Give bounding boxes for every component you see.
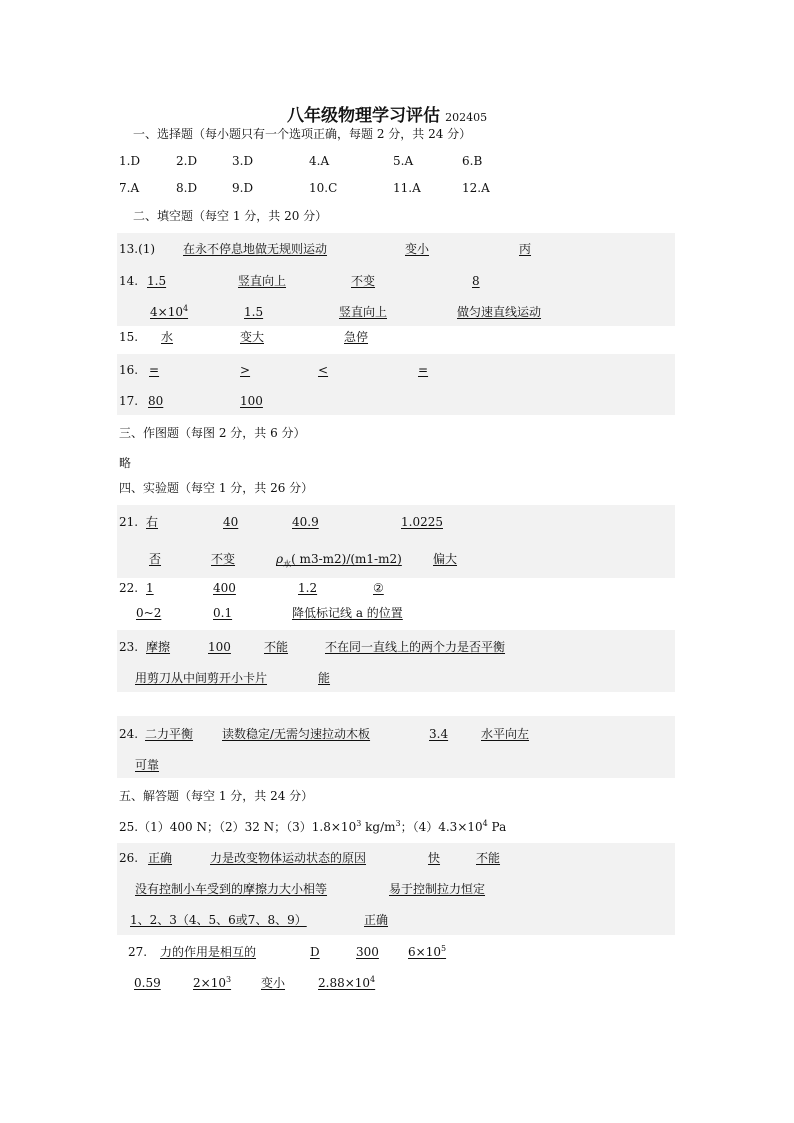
q22-answer-3: 1.2 [298, 581, 318, 595]
choice-4: 4.A [309, 154, 330, 168]
title-code: 202405 [445, 111, 488, 124]
q26-number: 26. [119, 851, 139, 865]
q21-answer-4: 1.0225 [401, 515, 443, 529]
title-text: 八年级物理学习评估 [287, 106, 440, 126]
q24-number: 24. [119, 727, 139, 741]
q24-answer-4: 水平向左 [481, 727, 530, 741]
section-drawing-heading: 三、作图题（每图 2 分，共 6 分） [119, 426, 306, 440]
section-fill-heading: 二、填空题（每空 1 分，共 20 分） [133, 209, 328, 223]
q14-answer-4: 8 [472, 274, 480, 288]
shade-band-21 [117, 505, 675, 578]
q26-answer-2: 力是改变物体运动状态的原因 [210, 851, 367, 865]
choice-1: 1.D [119, 154, 141, 168]
q21-answer-6: 不变 [211, 552, 236, 566]
q26-answer-3: 快 [428, 851, 441, 865]
q23-answer-6: 能 [318, 671, 331, 685]
q16-answer-4: = [418, 363, 429, 377]
choice-11: 11.A [393, 181, 421, 195]
q26-answer-6: 易于控制拉力恒定 [389, 882, 486, 896]
q14-answer-1: 1.5 [147, 274, 167, 288]
q21-answer-7: $\rho_水$( m3-m2)/(m1-m2) [276, 552, 402, 569]
q17-number: 17. [119, 394, 139, 408]
q17-answer-2: 100 [240, 394, 263, 408]
q14-answer-6: 1.5 [244, 305, 264, 319]
section-solve-heading: 五、解答题（每空 1 分，共 24 分） [119, 789, 314, 803]
q15-answer-3: 急停 [344, 330, 369, 344]
q16-number: 16. [119, 363, 139, 377]
q27-number: 27. [128, 945, 148, 959]
shade-band-16-17 [117, 354, 675, 415]
q27-answer-4: $6\times 10^5$ [408, 944, 447, 959]
q23-answer-2: 100 [208, 640, 231, 654]
q22-answer-4: ② [373, 581, 384, 595]
q27-answer-2: D [310, 945, 320, 959]
shade-band-24 [117, 716, 675, 778]
q23-number: 23. [119, 640, 139, 654]
q15-answer-1: 水 [161, 330, 174, 344]
q26-answer-7: 1、2、3（4、5、6或7、8、9） [130, 913, 307, 927]
q26-answer-5: 没有控制小车受到的摩擦力大小相等 [135, 882, 328, 896]
q27-answer-6: $2\times 10^3$ [193, 975, 232, 990]
choice-10: 10.C [309, 181, 338, 195]
q27-answer-5: 0.59 [134, 976, 161, 990]
q21-number: 21. [119, 515, 139, 529]
q15-number: 15. [119, 330, 139, 344]
choice-2: 2.D [176, 154, 198, 168]
q24-answer-2: 读数稳定/无需匀速拉动木板 [222, 727, 371, 741]
q16-answer-3: < [318, 363, 329, 377]
q27-answer-8: $2.88\times 10^4$ [318, 975, 376, 990]
q25-answer: 25.（1）400 N；（2）32 N；$(3)1.8\times 10^3$ $kg/m^3$；$(4)4.3\times 10^4$ Pa [119, 819, 507, 834]
q16-answer-2: > [240, 363, 251, 377]
q26-answer-1: 正确 [148, 851, 173, 865]
q21-answer-1: 右 [146, 515, 159, 529]
page-title [287, 101, 487, 126]
section-experiment-heading: 四、实验题（每空 1 分，共 26 分） [119, 481, 314, 495]
q22-answer-6: 0.1 [213, 606, 233, 620]
choice-6: 6.B [462, 154, 483, 168]
q17-answer-1: 80 [148, 394, 164, 408]
q24-answer-3: 3.4 [429, 727, 449, 741]
choice-9: 9.D [232, 181, 254, 195]
q22-answer-1: 1 [146, 581, 154, 595]
q15-answer-2: 变大 [240, 330, 265, 344]
q22-answer-5: 0~2 [136, 606, 162, 620]
q14-answer-5: $4\times 10^4$ [150, 304, 189, 319]
q16-answer-1: = [149, 363, 160, 377]
choice-12: 12.A [462, 181, 490, 195]
q22-number: 22. [119, 581, 139, 595]
q23-answer-4: 不在同一直线上的两个力是否平衡 [325, 640, 506, 654]
q13-answer-3: 丙 [519, 242, 532, 256]
drawing-answer: 略 [119, 456, 132, 470]
q27-answer-3: 300 [356, 945, 379, 959]
q27-answer-1: 力的作用是相互的 [160, 945, 257, 959]
q14-answer-8: 做匀速直线运动 [457, 305, 542, 319]
choice-5: 5.A [393, 154, 414, 168]
section-choice-heading: 一、选择题（每小题只有一个选项正确，每题 2 分，共 24 分） [133, 127, 472, 141]
q23-answer-1: 摩擦 [146, 640, 171, 654]
q21-answer-5: 否 [149, 552, 162, 566]
choice-7: 7.A [119, 181, 140, 195]
q14-answer-3: 不变 [351, 274, 376, 288]
q23-answer-5: 用剪刀从中间剪开小卡片 [135, 671, 268, 685]
q14-answer-7: 竖直向上 [339, 305, 388, 319]
q22-answer-2: 400 [213, 581, 236, 595]
q26-answer-4: 不能 [476, 851, 501, 865]
q24-answer-1: 二力平衡 [145, 727, 194, 741]
q21-answer-8: 偏大 [433, 552, 458, 566]
q21-answer-2: 40 [223, 515, 239, 529]
choice-3: 3.D [232, 154, 254, 168]
q22-answer-7: 降低标记线 a 的位置 [292, 606, 403, 620]
q13-number: 13.(1) [119, 242, 156, 256]
q23-answer-3: 不能 [264, 640, 289, 654]
q14-answer-2: 竖直向上 [238, 274, 287, 288]
q24-answer-5: 可靠 [135, 758, 160, 772]
q27-answer-7: 变小 [261, 976, 286, 990]
q13-answer-2: 变小 [405, 242, 430, 256]
choice-8: 8.D [176, 181, 198, 195]
q26-answer-8: 正确 [364, 913, 389, 927]
q13-answer-1: 在永不停息地做无规则运动 [183, 242, 328, 256]
q14-number: 14. [119, 274, 139, 288]
q21-answer-3: 40.9 [292, 515, 319, 529]
